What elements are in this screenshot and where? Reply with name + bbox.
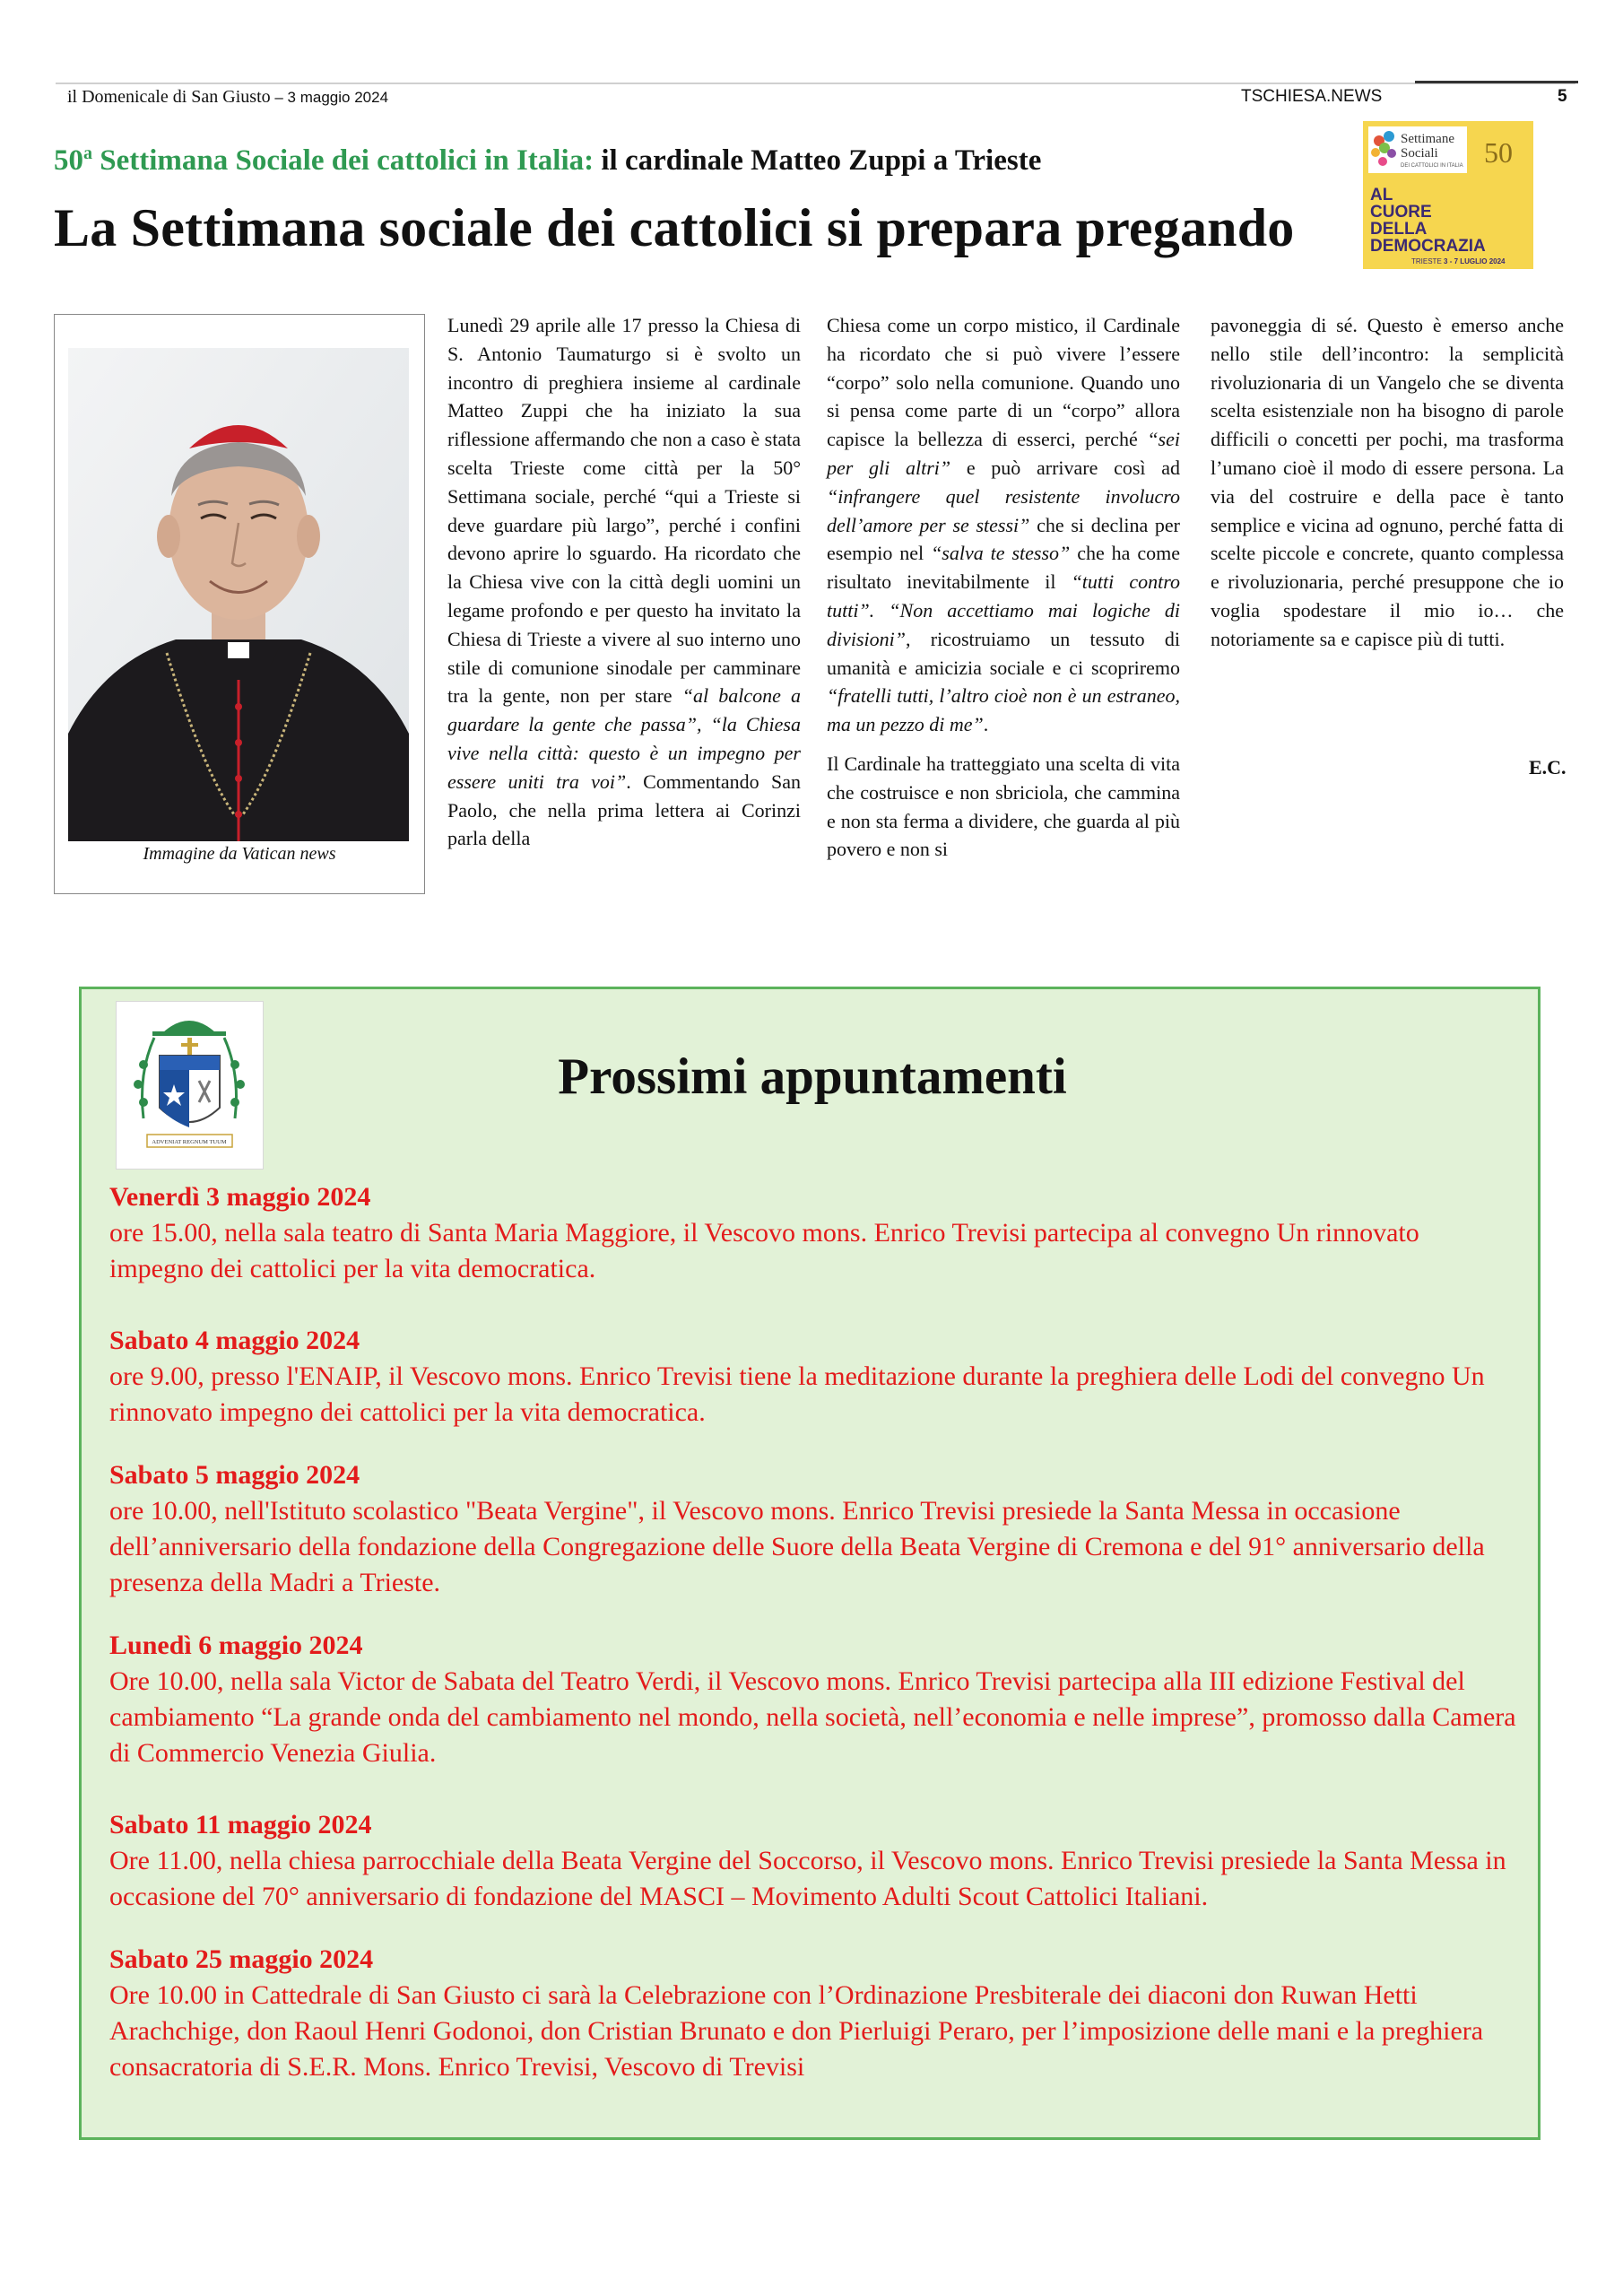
article-headline: La Settimana sociale dei cattolici si prepara pregando bbox=[54, 198, 1295, 257]
svg-text:AL: AL bbox=[1370, 186, 1393, 204]
header-rule bbox=[56, 83, 1575, 84]
appointment-text: ore 15.00, nella sala teatro di Santa Maria Maggiore, il Vescovo mons. Enrico Trevisi partecipa al convegno Un rinnovato impegno dei cattolici per la vita democratica. bbox=[109, 1218, 1419, 1283]
appointment-text: ore 9.00, presso l'ENAIP, il Vescovo mons. Enrico Trevisi tiene la meditazione durante la preghiera delle Lodi del convegno Un rinnovato impegno dei cattolici per la vita democratica. bbox=[109, 1361, 1485, 1427]
svg-text:DEMOCRAZIA: DEMOCRAZIA bbox=[1370, 237, 1486, 256]
appointment-text: Ore 10.00, nella sala Victor de Sabata del Teatro Verdi, il Vescovo mons. Enrico Trevisi partecipa alla III edizione Festival del cambiamento “La grande onda del cambiamento nel mondo, nella società, nell’economia e nelle imprese”, promosso dalla Camera di Commercio Venezia Giulia. bbox=[109, 1666, 1516, 1768]
svg-text:Settimane: Settimane bbox=[1401, 132, 1454, 146]
logo-icon bbox=[1363, 121, 1533, 269]
appointments-title: Prossimi appuntamenti bbox=[558, 1048, 1067, 1105]
appointment-item bbox=[109, 1807, 1517, 1915]
appointment-date: Venerdì 3 maggio 2024 bbox=[109, 1182, 371, 1212]
appointment-item bbox=[109, 1179, 1517, 1287]
appointment-date: Sabato 4 maggio 2024 bbox=[109, 1326, 360, 1355]
header-date: 3 maggio 2024 bbox=[287, 89, 389, 106]
svg-text:TRIESTE 3 - 7 LUGLIO 2024: TRIESTE 3 - 7 LUGLIO 2024 bbox=[1411, 257, 1506, 265]
appointment-text: Ore 11.00, nella chiesa parrocchiale della Beata Vergine del Soccorso, il Vescovo mons. Enrico Trevisi presiede la Santa Messa in occasione del 70° anniversario di fondazione del MASCI – Movimento Adulti Scout Cattolici Italiani. bbox=[109, 1846, 1506, 1911]
svg-text:DEI CATTOLICI IN ITALIA: DEI CATTOLICI IN ITALIA bbox=[1401, 163, 1463, 169]
appointment-date: Sabato 5 maggio 2024 bbox=[109, 1460, 360, 1490]
svg-text:50: 50 bbox=[1484, 136, 1513, 169]
appointments-box bbox=[79, 987, 1541, 2140]
svg-text:Sociali: Sociali bbox=[1401, 146, 1438, 161]
article-column-1: Lunedì 29 aprile alle 17 presso la Chiesa di S. Antonio Taumaturgo si è svolto un incontro di preghiera insieme al cardinale Matteo Zuppi che ha iniziato la sua riflessione affermando che non a caso è stata scelta Trieste come città per la 50° Settimana sociale, perché “qui a Trieste si deve guardare più largo”, perché i confini devono aprire lo sguardo. Ha ricordato che la Chiesa vive con la città degli uomini un legame profondo e per questo ha invitato la Chiesa di Trieste a vivere al suo interno uno stile di comunione sinodale per camminare tra la gente, non per stare “al balcone a guardare la gente che passa”, “la Chiesa vive nella città: questo è un impegno per essere uniti tra voi”. Commentando San Paolo, che nella prima lettera ai Corinzi parla della bbox=[447, 314, 801, 850]
appointment-text: ore 10.00, nell'Istituto scolastico "Beata Vergine", il Vescovo mons. Enrico Trevisi presiede la Santa Messa in occasione dell’anniversario della fondazione della Congregazione delle Suore della Beata Vergine di Cremona e del 91° anniversario della presenza della Madri a Trieste. bbox=[109, 1496, 1485, 1597]
appointment-text: Ore 10.00 in Cattedrale di San Giusto ci sarà la Celebrazione con l’Ordinazione Presbiterale dei diaconi don Ruwan Hetti Arachchige, don Raoul Henri Godonoi, don Cristian Brunato e don Pierluigi Peraro, per l’imposizione delle mani e la preghiera consacratoria di S.E.R. Mons. Enrico Trevisi, Vescovo di Trevisi bbox=[109, 1980, 1484, 2082]
svg-text:CUORE: CUORE bbox=[1370, 203, 1432, 222]
article-kicker: 50$^a$ Settimana Sociale dei cattolici in Italia: il cardinale Matteo Zuppi a Trieste bbox=[54, 144, 1042, 177]
page-number: 5 bbox=[1558, 87, 1567, 106]
appointment-item bbox=[109, 1628, 1517, 1771]
appointment-item bbox=[109, 1457, 1517, 1601]
article-column-2: Chiesa come un corpo mistico, il Cardinale ha ricordato che si può vivere l’essere “corpo” solo nella comunione. Quando uno si pensa come parte di un “corpo” allora capisce la bellezza di esserci, perché “sei per gli altri” e può arrivare così ad “infrangere quel resistente involucro dell’amore per se stessi” che si declina per esempio nel “salva te stesso” che ha come risultato inevitabilmente il “tutti contro tutti”. “Non accettiamo mai logiche di divisioni”, ricostruiamo un tessuto di umanità e amicizia sociale e ci scopriremo “fratelli tutti, l’altro cioè non è un estraneo, ma un pezzo di me”. Il Cardinale ha tratteggiato una scelta di vita che costruisce e non sbriciola, che cammina e non sta ferma a dividere, che guarda al più povero e non si bbox=[827, 314, 1181, 861]
appointments-list bbox=[109, 1179, 1517, 2085]
article-signature: E.C. bbox=[1529, 756, 1567, 778]
header-rule-right bbox=[1415, 81, 1578, 83]
settimane-sociali-logo bbox=[1363, 121, 1533, 269]
crest-motto: ADVENIAT REGNUM TUUM bbox=[152, 1139, 227, 1145]
header-publication: il Domenicale di San Giusto – 3 maggio 2024 bbox=[67, 87, 389, 107]
photo-caption: Immagine da Vatican news bbox=[143, 844, 336, 864]
cardinal-portrait-icon bbox=[68, 348, 409, 841]
appointment-date: Lunedì 6 maggio 2024 bbox=[109, 1631, 363, 1660]
photo-frame bbox=[54, 314, 425, 894]
appointment-item bbox=[109, 1942, 1517, 2085]
svg-text:DELLA: DELLA bbox=[1370, 220, 1428, 239]
appointment-date: Sabato 25 maggio 2024 bbox=[109, 1944, 374, 1974]
cardinal-photo bbox=[68, 348, 409, 841]
appointment-item bbox=[109, 1323, 1517, 1431]
header-website[interactable]: TSCHIESA.NEWS bbox=[1241, 87, 1383, 106]
article-column-3: pavoneggia di sé. Questo è emerso anche nello stile dell’incontro: la semplicità rivoluzionaria di un Vangelo che se diventa scelta esistenziale non ha bisogno di parole difficili o concetti per pochi, ma trasforma l’umano cioè il modo di essere persona. La via del costruire e della pace è tanto semplice e vicina ad ognuno, perché fatta di scelte piccole e concrete, quanto complessa e rivoluzionaria, perché presuppone che io voglia spodestare il mio io… che notoriamente sa e capisce più di tutti. bbox=[1211, 314, 1564, 650]
appointment-date: Sabato 11 maggio 2024 bbox=[109, 1810, 372, 1839]
